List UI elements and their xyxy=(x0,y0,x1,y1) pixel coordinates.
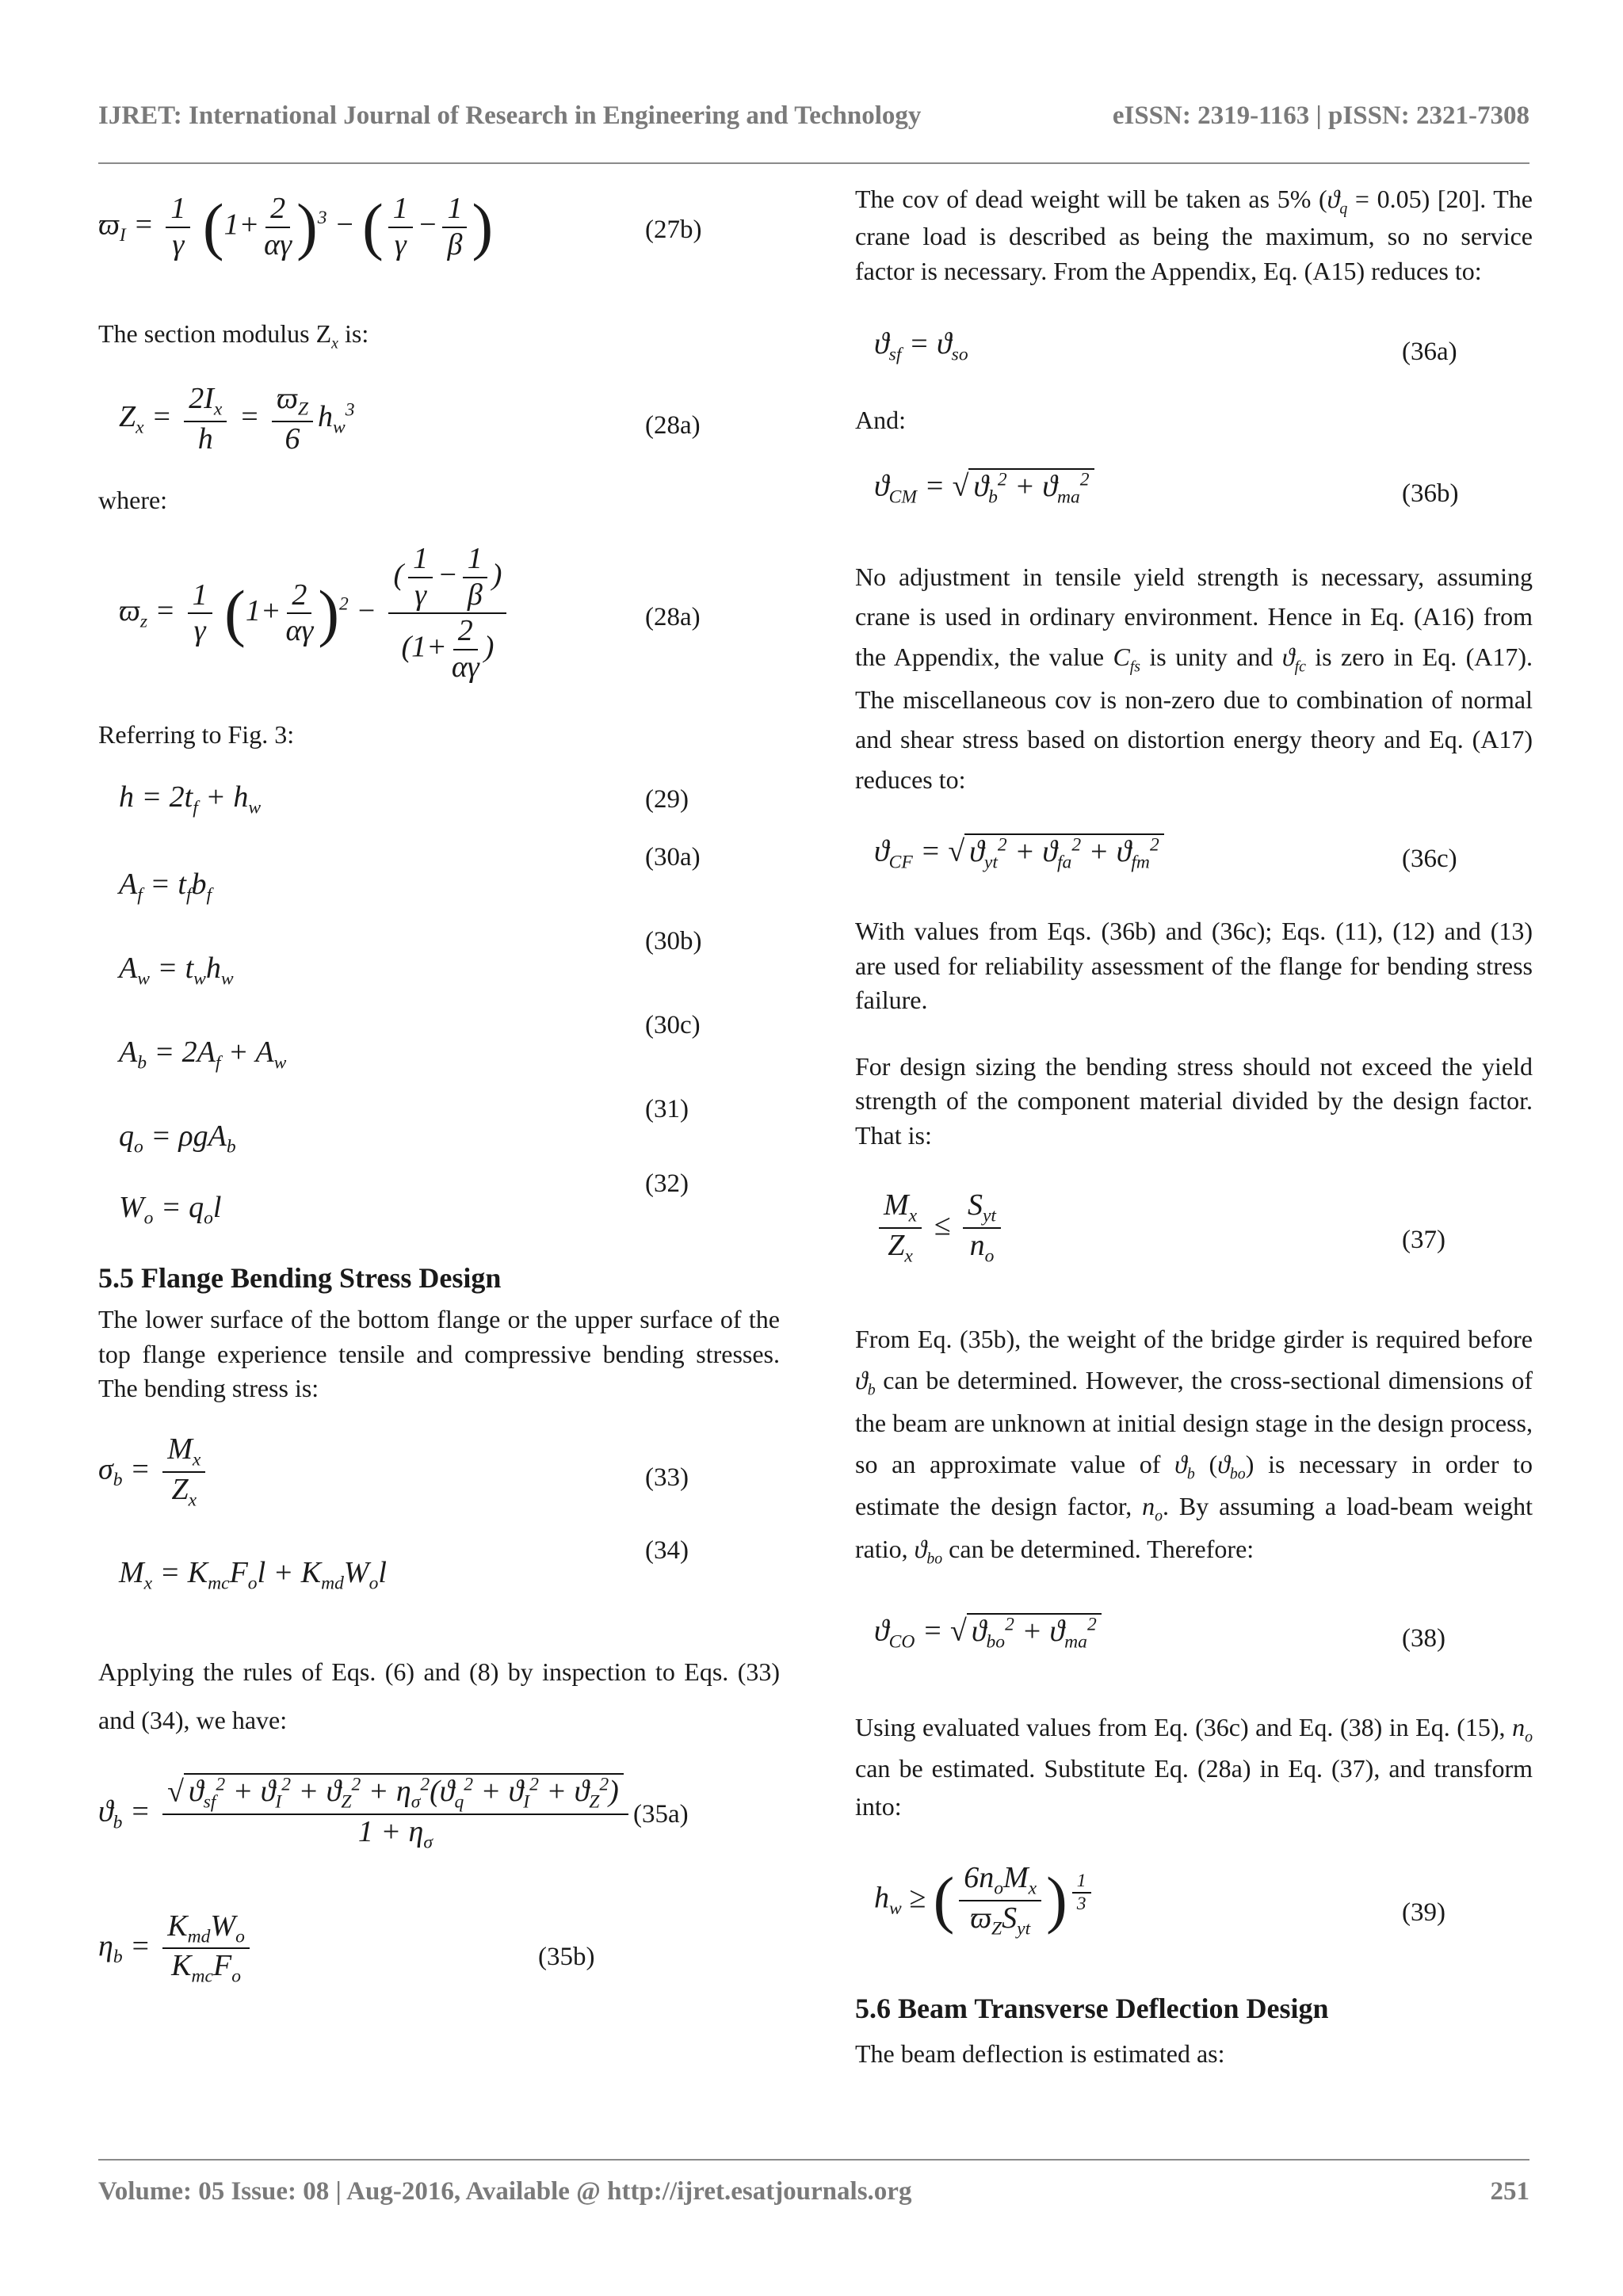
footer-rule xyxy=(98,2159,1529,2161)
equation-28a: $Z_x$ = $\frac{2I_x}{h}$ = $\frac{ϖ_Z}{6}$ $h_w^3$ (28a) xyxy=(119,382,701,456)
paragraph: From Eq. (35b), the weight of the bridge girder is required before $ϑ_b$ can be determined. However, the cross-sectional dimensions of the beam are unknown at initial design stage in the design process, so an approximate value of $ϑ_b$ $(ϑ_{bo})$ is necessary in order to estimate the design factor, $n_o$. By assuming a load-beam weight ratio, $ϑ_{bo}$ can be determined. Therefore: xyxy=(855,1325,1533,1568)
paragraph: where: xyxy=(98,486,168,515)
equation-30c: $A_b = 2A_f + A_w$ (30c) xyxy=(119,1011,701,1074)
paragraph: With values from Eqs. (36b) and (36c); Eqs. (11), (12) and (13) are used for reliability assessment of the flange for bending stress failure. xyxy=(855,917,1533,1015)
paragraph: The cov of dead weight will be taken as 5% $(ϑ_q = 0.05)$ [20]. The crane load is described as being the maximum, so no service factor is necessary. From the Appendix, Eq. (A15) reduces to: xyxy=(855,185,1533,285)
equation-35b: $\eta_b$ = $\frac{K_{md}W_o}{K_{mc}F_o}$ (35b) xyxy=(98,1909,595,1987)
eq-number: (36a) xyxy=(1402,338,1457,367)
eq-number: (30a) xyxy=(645,843,701,872)
eq-number: (33) xyxy=(645,1463,689,1492)
eq-number: (30c) xyxy=(645,1011,701,1040)
eq-number: (29) xyxy=(645,785,689,814)
eq-number: (30b) xyxy=(645,927,702,956)
equation-32: $W_o = q_ol$ (32) xyxy=(119,1169,689,1229)
eq-number: (36b) xyxy=(1402,479,1459,508)
eq-number: (39) xyxy=(1402,1898,1445,1928)
equation-37: $\frac{M_x}{Z_x}$ ≤ $\frac{S_{yt}}{n_o}$ (37) xyxy=(855,1180,1533,1299)
equation-31: $q_o = \rho gA_b$ (31) xyxy=(119,1095,689,1158)
equation-30b: $A_w = t_wh_w$ (30b) xyxy=(119,927,702,990)
paragraph: And: xyxy=(855,406,906,435)
eq-number: (31) xyxy=(645,1095,689,1124)
paragraph: Referring to Fig. 3: xyxy=(98,719,295,749)
page-footer xyxy=(98,2177,1529,2206)
eq-number: (38) xyxy=(1402,1624,1445,1653)
equation-36c: $ϑ_{CF}$ = √ $ϑ_{yt}^2 + ϑ_{fa}^2 + ϑ_{fm}^2$ (36c) xyxy=(874,834,1457,874)
eq-number: (32) xyxy=(645,1169,689,1199)
eq-number: (34) xyxy=(645,1535,689,1565)
eq-number: (28a) xyxy=(645,411,701,441)
issn: eISSN: 2319-1163 | pISSN: 2321-7308 xyxy=(1112,101,1529,130)
equation-33: $\sigma_b$ = $\frac{M_x}{Z_x}$ (33) xyxy=(98,1432,689,1511)
header-rule xyxy=(98,162,1529,164)
paragraph: The beam deflection is estimated as: xyxy=(855,2039,1225,2069)
paragraph: No adjustment in tensile yield strength is necessary, assuming crane is used in ordinary environment. Hence in Eq. (A16) from the Appendix, the value $C_{fs}$ is unity and $ϑ_{fc}$ is zero in Eq. (A17). The miscellaneous cov is non-zero due to combination of normal and shear stress based on distortion energy theory and Eq. (A17) reduces to: xyxy=(855,562,1533,794)
eq-number: (28a) xyxy=(645,602,701,631)
section-heading: 5.5 Flange Bending Stress Design xyxy=(98,1262,502,1295)
journal-title: IJRET: International Journal of Research in Engineering and Technology xyxy=(98,101,922,130)
equation-39: $h_w$ ≥ ( $\frac{6n_oM_x}{ϖ_ZS_{yt}}$ ) $^{\frac{1}{3}}$ (39) xyxy=(874,1861,1445,1939)
right-column xyxy=(855,182,1533,2072)
eq-number: (36c) xyxy=(1402,845,1457,874)
left-column xyxy=(98,182,780,2012)
page-header xyxy=(98,93,1529,141)
paragraph: Applying the rules of Eqs. (6) and (8) by inspection to Eqs. (33) and (34), we have: xyxy=(98,1657,780,1734)
paragraph: Using evaluated values from Eq. (36c) and Eq. (38) in Eq. (15), $n_o$ can be estimated. Substitute Eq. (28a) in Eq. (37), and transform into: xyxy=(855,1713,1533,1821)
equation-38: $ϑ_{CO}$ = √ $ϑ_{bo}^2 + ϑ_{ma}^2$ (38) xyxy=(874,1614,1445,1653)
eq-number: (35a) xyxy=(633,1799,689,1829)
paragraph: For design sizing the bending stress should not exceed the yield strength of the component material divided by the design factor. That is: xyxy=(855,1051,1533,1150)
page-number: 251 xyxy=(1490,2177,1529,2206)
equation-30a: $A_f = t_fb_f$ (30a) xyxy=(119,843,701,906)
equation-27b: $ϖ_I$ = $\frac{1}{\gamma}$ (1+ $\frac{2}{\alpha\gamma}$ )$^3$ − ( $\frac{1}{\gamma}$ − $\frac{1}{\beta}$ ) (27b) xyxy=(98,192,702,262)
footer-volume: Volume: 05 Issue: 08 | Aug-2016, Available @ xyxy=(98,2177,608,2206)
eq-number: (35b) xyxy=(538,1942,595,1971)
eq-number: (27b) xyxy=(645,215,702,244)
equation-36b: $ϑ_{CM}$ = √ $ϑ_b^2 + ϑ_{ma}^2$ (36b) xyxy=(874,468,1459,508)
equation-34: $M_x = K_{mc}F_ol + K_{md}W_ol$ (34) xyxy=(119,1535,689,1594)
section-heading: 5.6 Beam Transverse Deflection Design xyxy=(855,1993,1329,2025)
paragraph: The section modulus $Z_x$ is: xyxy=(98,319,369,353)
equation-36a: $ϑ_{sf} = ϑ_{so}$ (36a) xyxy=(874,327,1457,367)
eq-number: (37) xyxy=(1402,1226,1445,1255)
journal-link[interactable]: http://ijret.esatjournals.org xyxy=(607,2177,912,2206)
equation-35a: $ϑ_b$ = $\frac{√ ϑ_{sf}^2 + ϑ_I^2 + ϑ_Z^2 + \eta_\sigma^2(ϑ_q^2 + ϑ_I^2 + ϑ_Z^2)}{1 + \eta_\sigma}$ (35a) xyxy=(98,1774,689,1853)
paragraph: The lower surface of the bottom flange or the upper surface of the top flange experience tensile and compressive bending stresses. The bending stress is: xyxy=(98,1305,780,1403)
equation-29: $h = 2t_f + h_w$ (29) xyxy=(119,780,689,818)
equation-28a-omega-z: $ϖ_z$ = $\frac{1}{\gamma}$ (1+ $\frac{2}{\alpha\gamma}$ )$^2$ − ( $\frac{1}{\gamma}$ − $\frac{1}{\beta}$ ) (1+ $\frac{2}{\alpha\gamma}$ ) (28a) xyxy=(119,541,701,684)
